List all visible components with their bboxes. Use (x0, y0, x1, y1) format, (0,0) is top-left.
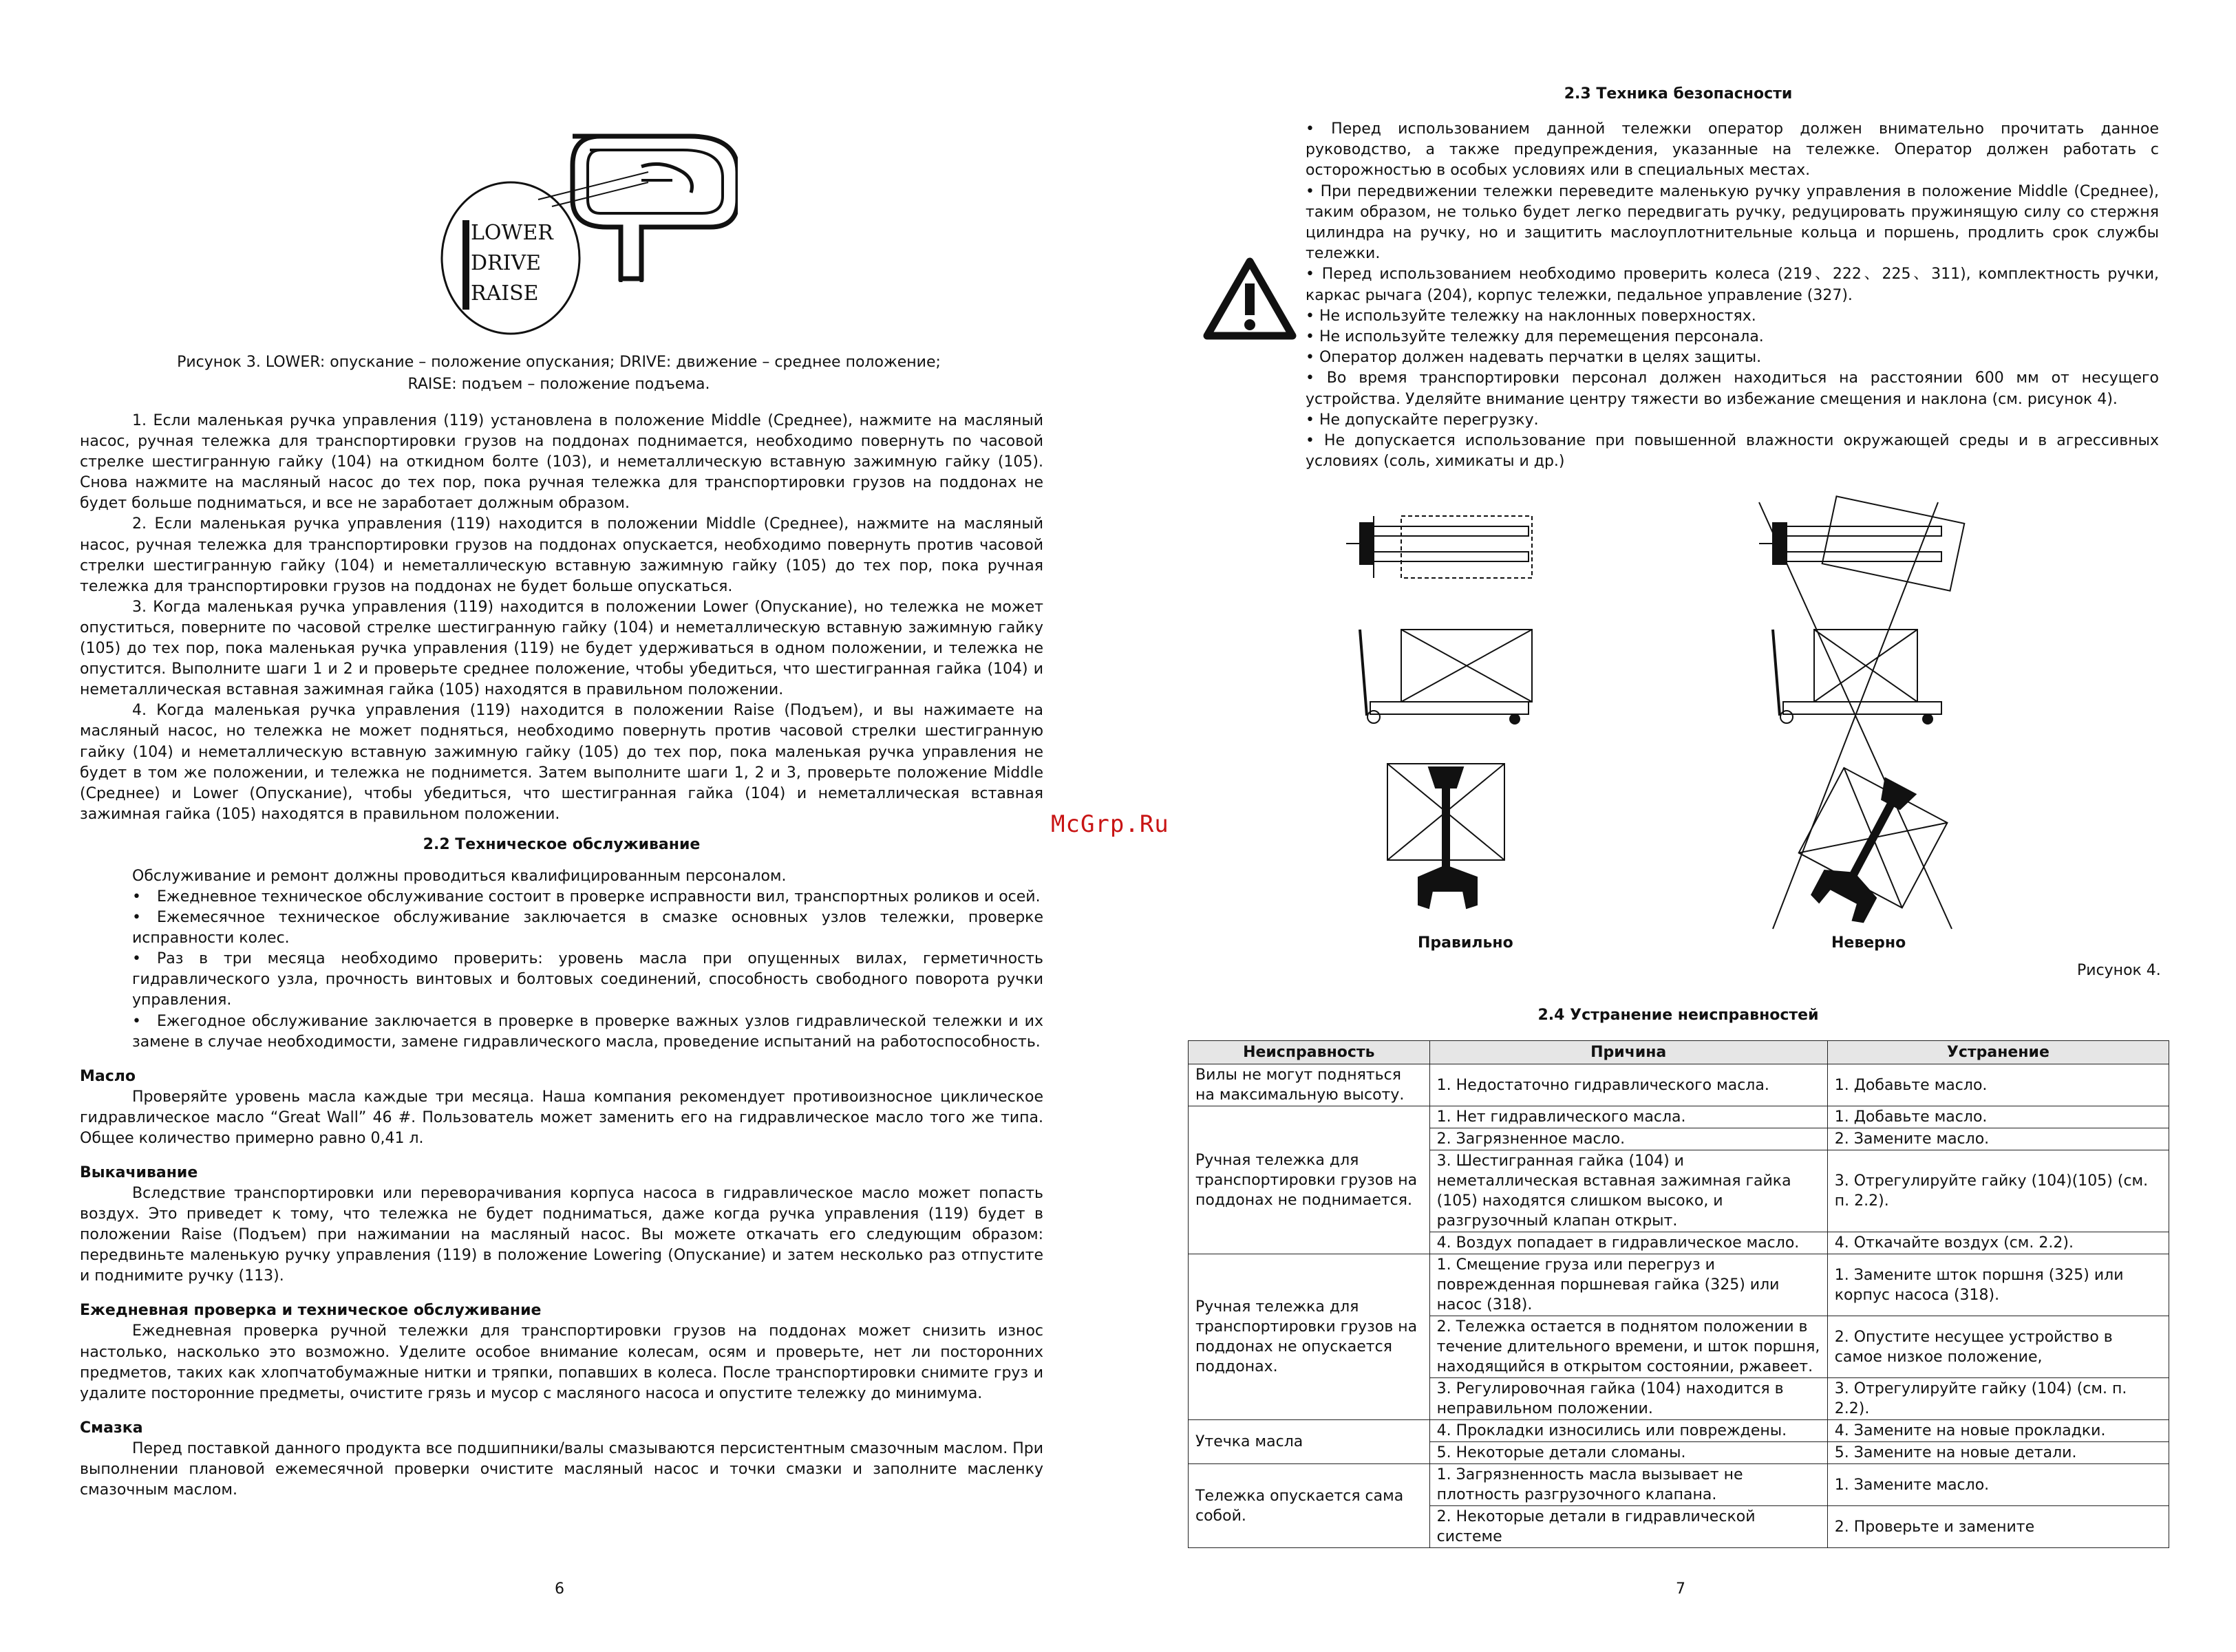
safety-item: • Не используйте тележку для перемещения персонала. (1306, 328, 1764, 346)
fault-cell: Ручная тележка для транспортировки грузов на поддонах не опускается поддонах. (1189, 1254, 1430, 1420)
cause-cell: 3. Шестигранная гайка (104) и неметаллическая вставная зажимная гайка (105) находятся слишком высоко, и разгрузочный клапан открыт. (1429, 1150, 1827, 1232)
right-page (1188, 0, 2169, 1652)
fix-cell: 4. Откачайте воздух (см. 2.2). (1827, 1232, 2169, 1254)
maintenance-bullet: • Раз в три месяца необходимо проверить: уровень масла при опущенных вилах, герметичность гидравлического узла, прочность винтовых и болтовых соединений, способность свободного поворота ручки управления. (80, 949, 1043, 1011)
correct-top-view (1346, 516, 1532, 578)
header-cause: Причина (1429, 1041, 1827, 1064)
fix-cell: 2. Замените масло. (1827, 1128, 2169, 1150)
fault-cell: Тележка опускается сама собой. (1189, 1464, 1430, 1548)
cause-cell: 4. Прокладки износились или повреждены. (1429, 1420, 1827, 1442)
oil-title: Масло (80, 1067, 136, 1085)
warning-triangle-icon (1202, 256, 1298, 341)
correct-side-view (1360, 630, 1532, 724)
safety-item: • Не используйте тележку на наклонных поверхностях. (1306, 307, 1756, 325)
label-drive: DRIVE (471, 251, 542, 275)
daily-check-text: Ежедневная проверка ручной тележки для транспортировки грузов на поддонах может снизить износ настолько, насколько это возможно. Уделите особое внимание колесам, осям и проверьте, нет ли посторонних предметов, таких как хлопчатобумажные нитки и тряпки, попавших в колеса. После транспортировки снимите груз и удалите посторонние предметы, очистите грязь и мусор с масляного насоса и опустите тележку до минимума. (80, 1322, 1043, 1402)
bleeding-text: Вследствие транспортировки или переворачивания корпуса насоса в гидравлическое масло может попасть воздух. Это приведет к тому, что тележка не будет подниматься, даже когда ручка управления (119) будет в положении Raise (Подъем) при нажимании на масляный насос. Вы можете откачать его следующим образом: передвиньте маленькую ручку управления (119) в положение Lowering (Опускание) и затем несколько раз отпустите и поднимите ручку (113). (80, 1185, 1043, 1285)
oil-text: Проверяйте уровень масла каждые три месяца. Наша компания рекомендует противоизносное циклическое гидравлическое масло “Great Wall” 46 #. Пользователь может заменить его на гидравлическое масло того же типа. Общее количество примерно равно 0,41 л. (80, 1088, 1043, 1147)
bleeding-title: Выкачивание (80, 1164, 198, 1181)
fault-cell: Утечка масла (1189, 1420, 1430, 1464)
fix-cell: 4. Замените на новые прокладки. (1827, 1420, 2169, 1442)
figure4-caption: Рисунок 4. (2077, 962, 2161, 979)
table-header-row (1189, 1041, 2169, 1064)
fix-cell: 3. Отрегулируйте гайку (104) (см. п. 2.2). (1827, 1378, 2169, 1420)
lubrication-title: Смазка (80, 1419, 143, 1437)
safety-item: • Перед использованием необходимо проверить колеса (219、222、225、311), комплектность ручки, каркас рычага (204), корпус тележки, педальное управление (327). (1306, 266, 2159, 304)
table-row (1189, 1464, 2169, 1506)
cause-cell: 1. Смещение груза или перегруз и поврежденная поршневая гайка (325) или насос (318). (1429, 1254, 1827, 1316)
safety-list (1306, 119, 2159, 472)
label-raise: RAISE (471, 281, 539, 305)
fix-cell: 1. Добавьте масло. (1827, 1106, 2169, 1128)
table-row (1189, 1064, 2169, 1106)
safety-item: • Не допускайте перегрузку. (1306, 411, 1539, 429)
troubleshooting-table (1188, 1040, 2169, 1548)
incorrect-front-view (1782, 759, 1952, 936)
cause-cell: 2. Загрязненное масло. (1429, 1128, 1827, 1150)
header-fix: Устранение (1827, 1041, 2169, 1064)
maintenance-bullet: • Ежегодное обслуживание заключается в проверке в проверке важных узлов гидравлической тележки и их замене в случае необходимости, замене гидравлического масла, проведение испытаний на работоспособность. (80, 1011, 1043, 1053)
cause-cell: 2. Тележка остается в поднятом положении в течение длительного времени, и шток поршня, находящийся в открытом состоянии, ржавеет. (1429, 1316, 1827, 1378)
control-handle-figure (435, 124, 738, 344)
troubleshooting-title: 2.4 Устранение неисправностей (1537, 1007, 1819, 1024)
page-number-right: 7 (1676, 1580, 1685, 1598)
paragraph-3: 3. Когда маленькая ручка управления (119) находится в положении Lower (Опускание), но тележка не может опуститься, поверните по часовой стрелке шестигранную гайку (104) и неметаллическую вставную зажимную гайку (105) до тех пор, пока маленькая ручка управления (119) не будет удерживаться в одном положении, и тележка не опустится. Выполните шаги 1 и 2 и проверьте среднее положение, чтобы убедиться, что шестигранная гайка (104) и неметаллическая вставная зажимная гайка (105) находятся в правильном положении. (80, 598, 1043, 699)
fix-cell: 5. Замените на новые детали. (1827, 1442, 2169, 1464)
fix-cell: 2. Опустите несущее устройство в самое низкое положение, (1827, 1316, 2169, 1378)
load-placement-figure (1332, 495, 2021, 936)
correct-label: Правильно (1418, 934, 1513, 952)
maintenance-bullet: • Ежедневное техническое обслуживание состоит в проверке исправности вил, транспортных роликов и осей. (80, 887, 1043, 908)
left-body-text (80, 411, 1043, 1501)
cause-cell: 1. Нет гидравлического масла. (1429, 1106, 1827, 1128)
fix-cell: 1. Замените масло. (1827, 1464, 2169, 1506)
fault-cell: Ручная тележка для транспортировки грузов на поддонах не поднимается. (1189, 1106, 1430, 1254)
paragraph-4: 4. Когда маленькая ручка управления (119) находится в положении Raise (Подъем), и вы нажимаете на масляный насос, но тележка не может подняться, необходимо повернуть против часовой стрелки шестигранную гайку (104) и неметаллическую вставную зажимную гайку (105) до тех пор, пока маленькая ручка управления не будет в том же положении, и тележка не поднимется. Затем выполните шаги 1, 2 и 3, проверьте положение Middle (Среднее) и Lower (Опускание), чтобы убедиться, что шестигранная гайка (104) и неметаллическая вставная зажимная гайка (105) находятся в правильном положении. (80, 702, 1043, 823)
cause-cell: 4. Воздух попадает в гидравлическое масло. (1429, 1232, 1827, 1254)
page-number-left: 6 (555, 1580, 564, 1598)
daily-check-title: Ежедневная проверка и техническое обслуживание (80, 1302, 542, 1320)
left-page (77, 0, 1041, 1652)
figure3-caption-line2: RAISE: подъем – положение подъема. (407, 376, 710, 393)
figure3-caption (77, 352, 1041, 396)
watermark: McGrp.Ru (1051, 811, 1169, 838)
fix-cell: 1. Добавьте масло. (1827, 1064, 2169, 1106)
safety-item: • Перед использованием данной тележки оператор должен внимательно прочитать данное руководство, а также предупреждения, указанные на тележке. Оператор должен работать с осторожностью в особых условиях или в специальных местах. (1306, 120, 2159, 180)
fix-cell: 3. Отрегулируйте гайку (104)(105) (см. п. 2.2). (1827, 1150, 2169, 1232)
maintenance-bullet: • Ежемесячное техническое обслуживание заключается в смазке основных узлов тележки, проверке исправности колес. (80, 908, 1043, 949)
cause-cell: 5. Некоторые детали сломаны. (1429, 1442, 1827, 1464)
table-row (1189, 1420, 2169, 1442)
table-row (1189, 1254, 2169, 1316)
fault-cell: Вилы не могут подняться на максимальную высоту. (1189, 1064, 1430, 1106)
lubrication-text: Перед поставкой данного продукта все подшипники/валы смазываются персистентным смазочным маслом. При выполнении плановой ежемесячной проверки очистите масляный насос и точки смазки и заполните масленку смазочным маслом. (80, 1439, 1043, 1499)
maintenance-intro: Обслуживание и ремонт должны проводиться квалифицированным персоналом. (132, 867, 787, 885)
table-row (1189, 1106, 2169, 1128)
header-fault: Неисправность (1189, 1041, 1430, 1064)
paragraph-2: 2. Если маленькая ручка управления (119) находится в положении Middle (Среднее), нажмите на масляный насос, ручная тележка для транспортировки грузов на поддонах опускается, необходимо повернуть против часовой стрелки шестигранную гайку (104) и неметаллическую вставную зажимную гайку (105) до тех пор, пока ручная тележка для транспортировки грузов на поддонах не будет больше опускаться. (80, 515, 1043, 595)
maintenance-title: 2.2 Техническое обслуживание (423, 835, 701, 853)
label-lower: LOWER (471, 221, 553, 245)
fix-cell: 2. Проверьте и замените (1827, 1506, 2169, 1548)
fix-cell: 1. Замените шток поршня (325) или корпус насоса (318). (1827, 1254, 2169, 1316)
safety-item: • Во время транспортировки персонал должен находиться на расстоянии 600 мм от несущего устройства. Уделяйте внимание центру тяжести во избежание смещения и наклона (см. рисунок 4). (1306, 369, 2159, 408)
cause-cell: 1. Недостаточно гидравлического масла. (1429, 1064, 1827, 1106)
correct-front-view (1387, 764, 1504, 908)
safety-item: • Оператор должен надевать перчатки в целях защиты. (1306, 349, 1762, 367)
paragraph-1: 1. Если маленькая ручка управления (119) установлена в положение Middle (Среднее), нажмите на масляный насос, ручная тележка для транспортировки грузов на поддонах поднимается, необходимо повернуть по часовой стрелке шестигранную гайку (104) на откидном болте (103), и неметаллическую вставную зажимную гайку (105). Снова нажмите на масляный насос до тех пор, пока ручная тележка для транспортировки грузов на поддонах не будет больше подниматься, и все не заработает должным образом. (80, 412, 1043, 513)
cause-cell: 1. Загрязненность масла вызывает не плотность разгрузочного клапана. (1429, 1464, 1827, 1506)
safety-item: • При передвижении тележки переведите маленькую ручку управления в положение Middle (Среднее), таким образом, не только будет легко передвигать ручку, редуцировать пружинящую силу со стержня цилиндра на ручку, но и защитить маслоуплотнительные кольца и поршень, продлить срок службы тележки. (1306, 182, 2159, 263)
incorrect-label: Неверно (1831, 934, 1906, 952)
figure3-caption-line1: Рисунок 3. LOWER: опускание – положение опускания; DRIVE: движение – среднее положение; (177, 354, 941, 371)
safety-title: 2.3 Техника безопасности (1564, 85, 1793, 103)
cause-cell: 3. Регулировочная гайка (104) находится в неправильном положении. (1429, 1378, 1827, 1420)
safety-item: • Не допускается использование при повышенной влажности окружающей среды и в агрессивных условиях (соль, химикаты и др.) (1306, 432, 2159, 471)
cause-cell: 2. Некоторые детали в гидравлической системе (1429, 1506, 1827, 1548)
